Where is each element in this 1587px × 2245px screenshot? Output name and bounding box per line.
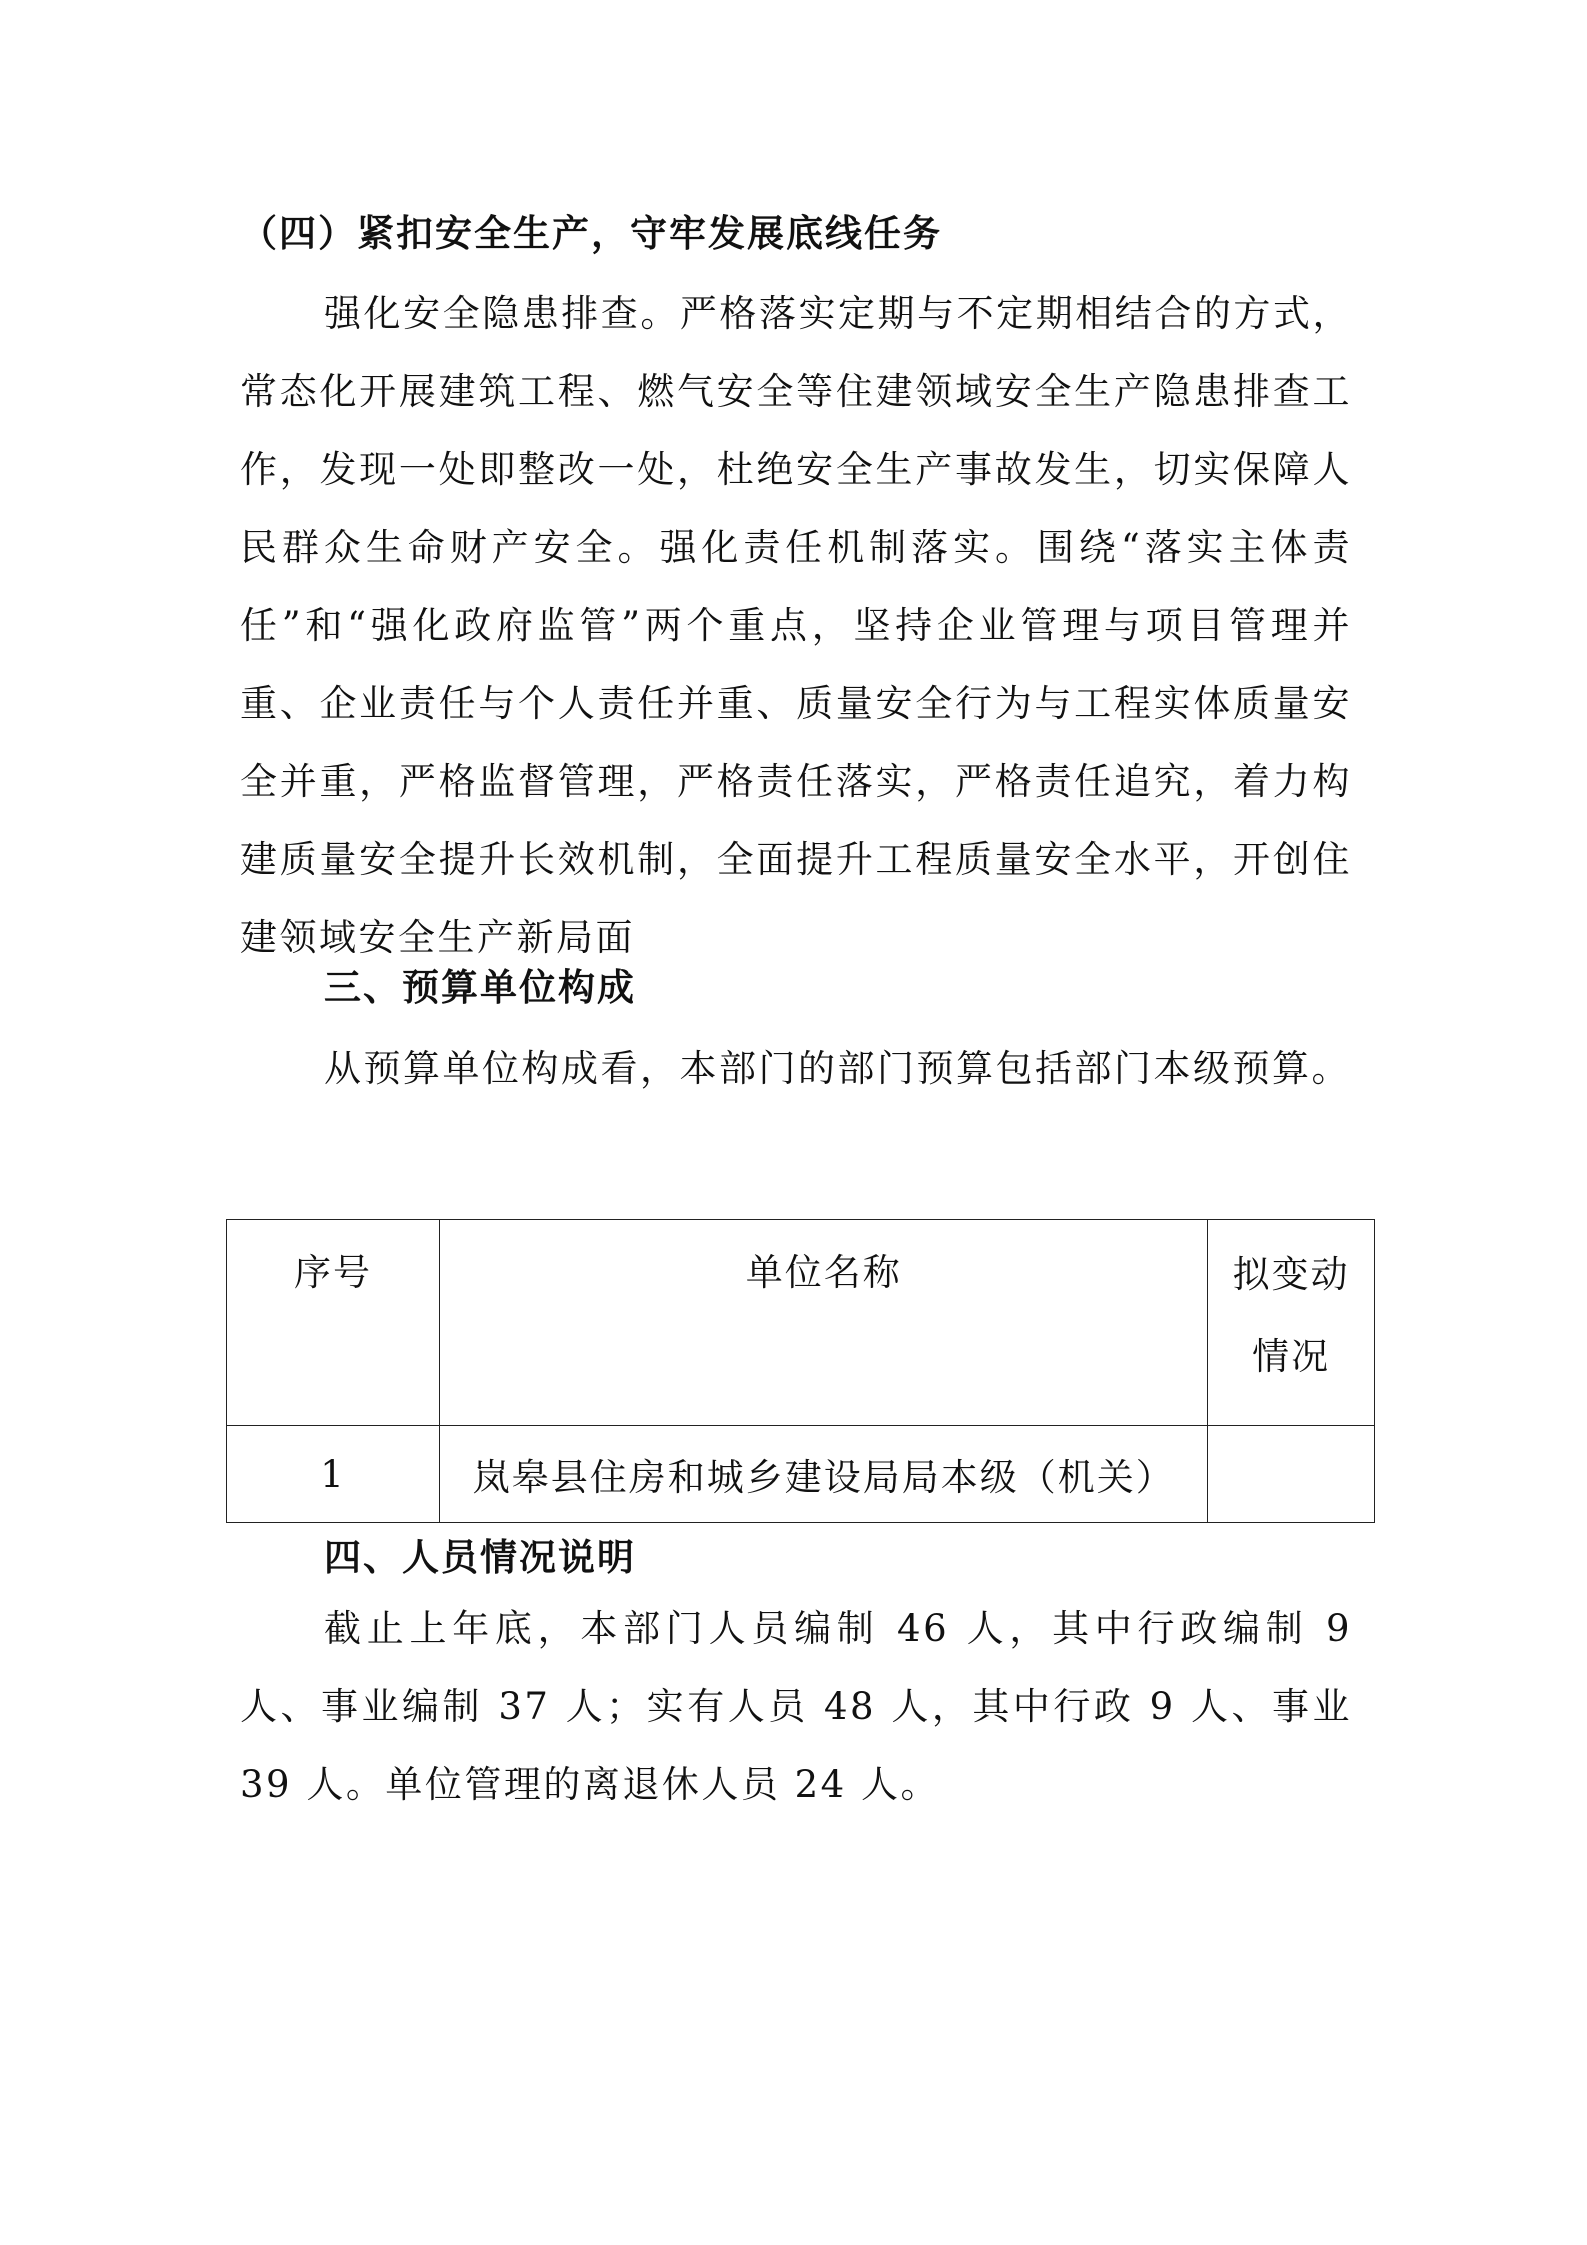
section-3-title: 三、预算单位构成 xyxy=(324,966,636,1009)
header-change xyxy=(1208,1220,1375,1426)
section-4-title: 四、人员情况说明 xyxy=(324,1536,636,1579)
table-row xyxy=(227,1426,1375,1523)
cell-unit-name: 岚皋县住房和城乡建设局局本级（机关） xyxy=(440,1426,1208,1523)
header-serial: 序号 xyxy=(227,1220,440,1426)
cell-change xyxy=(1208,1426,1375,1523)
table-header-row xyxy=(227,1220,1375,1426)
section-3-paragraph: 从预算单位构成看，本部门的部门预算包括部门本级预算。 xyxy=(324,1047,1351,1090)
header-change-label: 拟变动情况 xyxy=(1232,1253,1350,1378)
safety-paragraph: 强化安全隐患排查。严格落实定期与不定期相结合的方式，常态化开展建筑工程、燃气安全等住建领域安全生产隐患排查工作，发现一处即整改一处，杜绝安全生产事故发生，切实保障人民群众生命财产安全。强化责任机制落实。围绕“落实主体责任”和“强化政府监管”两个重点，坚持企业管理与项目管理并重、企业责任与个人责任并重、质量安全行为与工程实体质量安全并重，严格监督管理，严格责任落实，严格责任追究，着力构建质量安全提升长效机制，全面提升工程质量安全水平，开创住建领域安全生产新局面 xyxy=(240,292,1352,959)
section-4-paragraph: 截止上年底，本部门人员编制 46 人，其中行政编制 9 人、事业编制 37 人；实有人员 48 人，其中行政 9 人、事业 39 人。单位管理的离退休人员 24 人。 xyxy=(240,1607,1352,1806)
cell-serial: 1 xyxy=(227,1426,440,1523)
budget-units-table xyxy=(226,1219,1375,1523)
subsection-heading: （四）紧扣安全生产，守牢发展底线任务 xyxy=(240,212,942,255)
header-unit-name: 单位名称 xyxy=(440,1220,1208,1426)
